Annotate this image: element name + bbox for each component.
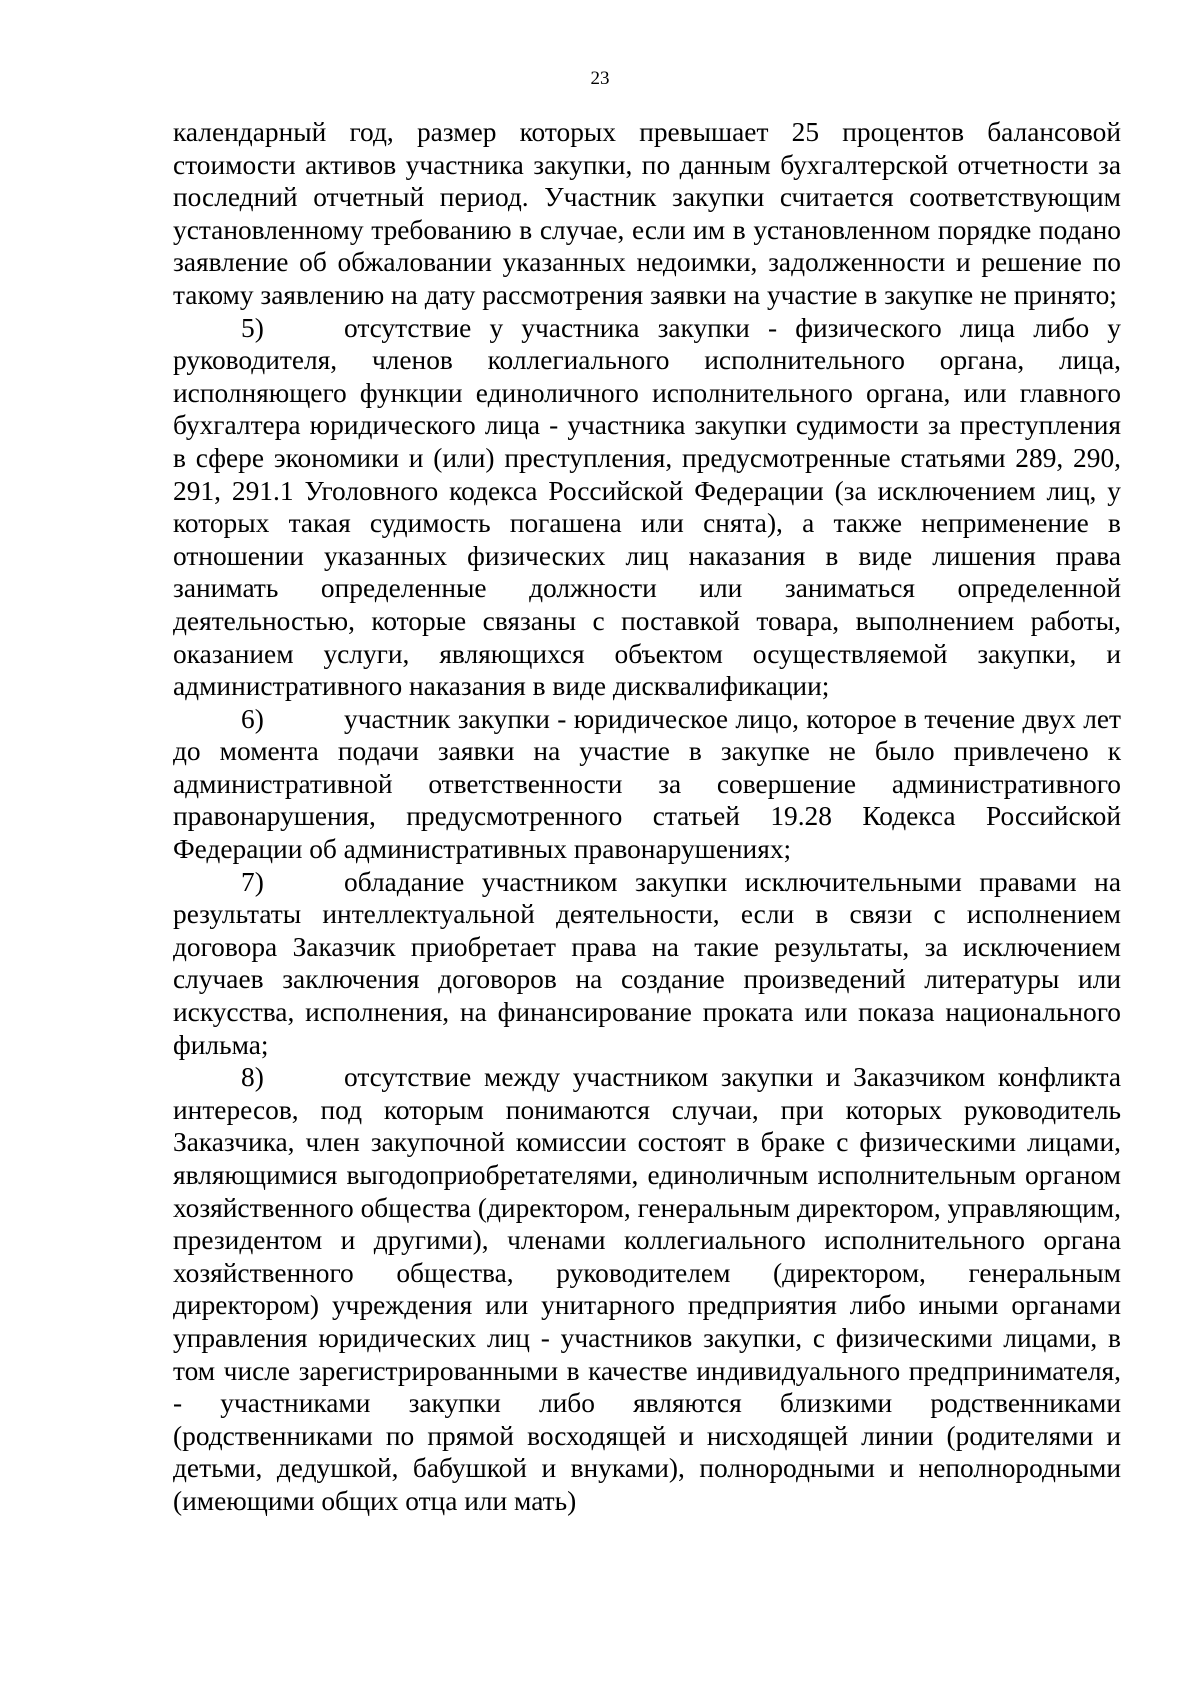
list-item-5 (173, 312, 1121, 703)
list-item-text: участник закупки - юридическое лицо, которое в течение двух лет до момента подачи заявки на участие в закупке не было привлечено к административной ответственности за совершение административного правонарушения, предусмотренного статьей 19.28 Кодекса Российской Федерации об административных правонарушениях; (173, 703, 1121, 865)
list-item-text: отсутствие между участником закупки и Заказчиком конфликта интересов, под которым понимаются случаи, при которых руководитель Заказчика, член закупочной комиссии состоят в браке с физическими лицами, являющимися выгодоприобретателями, единоличным исполнительным органом хозяйственного общества (директором, генеральным директором, управляющим, президентом и другими), членами коллегиального исполнительного органа хозяйственного общества, руководителем (директором, генеральным директором) учреждения или унитарного предприятия либо иными органами управления юридических лиц - участников закупки, с физическими лицами, в том числе зарегистрированными в качестве индивидуального предпринимателя, - участниками закупки либо являются близкими родственниками (родственниками по прямой восходящей и нисходящей линии (родителями и детьми, дедушкой, бабушкой и внуками), полнородными и неполнородными (имеющими общих отца или мать) (173, 1062, 1121, 1516)
list-item-number: 7) (241, 866, 264, 897)
list-item-7 (173, 866, 1121, 1062)
list-item-number: 6) (241, 703, 264, 734)
list-item-6 (173, 703, 1121, 866)
page-number: 23 (590, 68, 610, 89)
list-item-number: 5) (241, 312, 264, 343)
list-item-8 (173, 1061, 1121, 1517)
continued-paragraph: календарный год, размер которых превышает 25 процентов балансовой стоимости активов участника закупки, по данным бухгалтерской отчетности за последний отчетный период. Участник закупки считается соответствующим установленному требованию в случае, если им в установленном порядке подано заявление об обжаловании указанных недоимки, задолженности и решение по такому заявлению на дату рассмотрения заявки на участие в закупке не принято; (173, 117, 1121, 310)
list-item-number: 8) (241, 1062, 264, 1093)
list-item-text: обладание участником закупки исключительными правами на результаты интеллектуальной деятельности, если в связи с исполнением договора Заказчик приобретает права на такие результаты, за исключением случаев заключения договоров на создание произведений литературы или искусства, исполнения, на финансирование проката или показа национального фильма; (173, 866, 1121, 1060)
document-body (173, 116, 1121, 1518)
list-item-text: отсутствие у участника закупки - физического лица либо у руководителя, членов коллегиального исполнительного органа, лица, исполняющего функции единоличного исполнительного органа, или главного бухгалтера юридического лица - участника закупки судимости за преступления в сфере экономики и (или) преступления, предусмотренные статьями 289, 290, 291, 291.1 Уголовного кодекса Российской Федерации (за исключением лиц, у которых такая судимость погашена или снята), а также неприменение в отношении указанных физических лиц наказания в виде лишения права занимать определенные должности или заниматься определенной деятельностью, которые связаны с поставкой товара, выполнением работы, оказанием услуги, являющихся объектом осуществляемой закупки, и административного наказания в виде дисквалификации; (173, 312, 1121, 702)
